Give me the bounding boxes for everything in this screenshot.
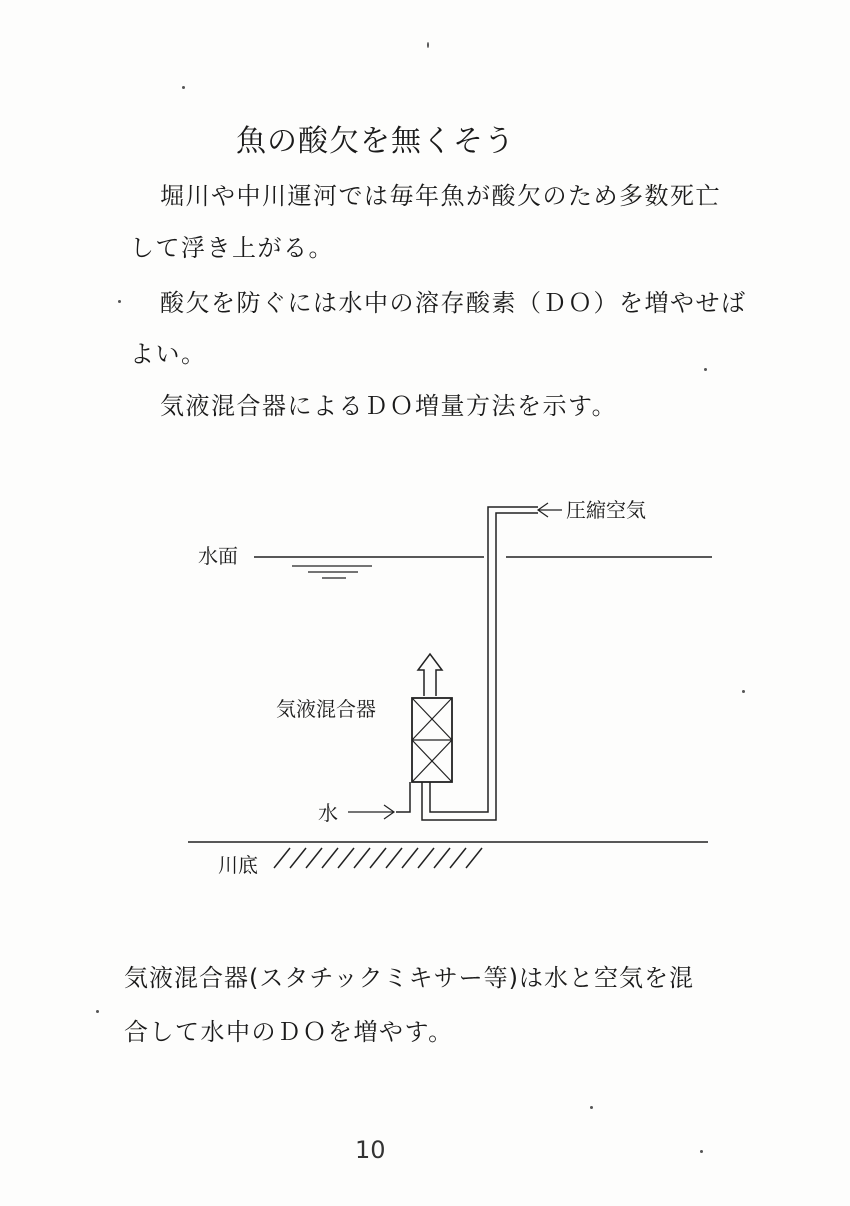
scan-speck	[118, 300, 121, 303]
water-surface-label: 水面	[198, 544, 238, 568]
water-inlet-pipe	[396, 782, 410, 812]
riverbed-label: 川底	[218, 853, 258, 877]
water-label: 水	[318, 801, 338, 825]
scan-speck	[182, 86, 185, 89]
caption-line-2: 合して水中のＤＯを増やす。	[124, 1018, 454, 1046]
paragraph-2-line-1: 酸欠を防ぐには水中の溶存酸素（ＤＯ）を増やせば	[160, 289, 747, 317]
scan-speck	[427, 42, 429, 48]
compressed-air-label: 圧縮空気	[566, 498, 646, 522]
scan-speck	[742, 690, 745, 693]
page-number: 10	[355, 1136, 386, 1164]
scan-speck	[704, 368, 707, 371]
mixer-label: 気液混合器	[276, 697, 376, 721]
paragraph-1-line-2: して浮き上がる。	[130, 234, 334, 262]
page-title: 魚の酸欠を無くそう	[236, 124, 515, 159]
scan-speck	[96, 1010, 99, 1013]
caption-line-1: 気液混合器(スタチックミキサー等)は水と空気を混	[124, 964, 695, 992]
scan-speck	[700, 1150, 703, 1153]
riverbed-hatching	[274, 848, 482, 868]
scan-speck	[590, 1106, 593, 1109]
air-pipe-outer	[430, 507, 538, 812]
paragraph-3: 気液混合器によるＤＯ増量方法を示す。	[160, 392, 618, 420]
paragraph-1-line-1: 堀川や中川運河では毎年魚が酸欠のため多数死亡	[160, 182, 721, 210]
paragraph-2-line-2: よい。	[130, 340, 207, 368]
outlet-arrow	[418, 654, 442, 696]
